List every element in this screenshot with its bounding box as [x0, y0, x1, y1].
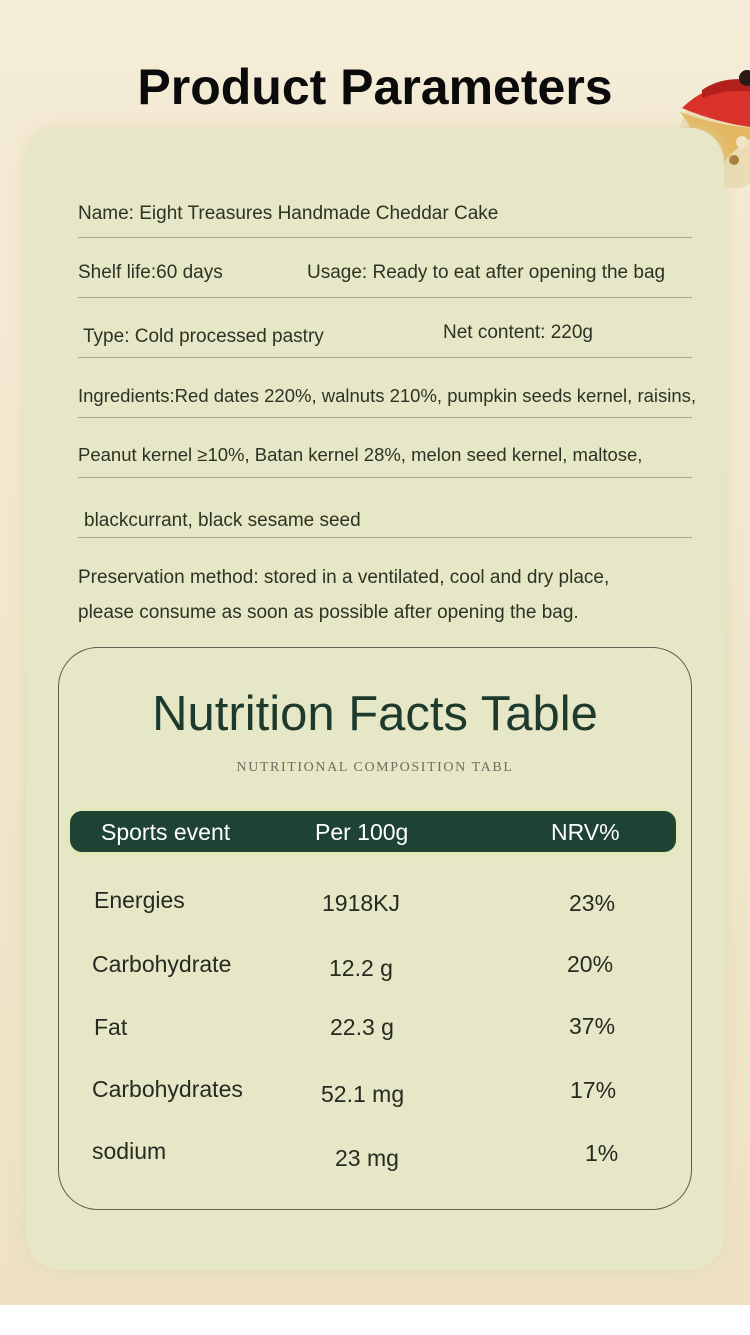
row-item: Fat [94, 1014, 128, 1040]
param-ingredients-line-1: Ingredients:Red dates 220%, walnuts 210%, pumpkin seeds kernel, raisins, [78, 385, 697, 406]
divider [78, 297, 692, 298]
param-usage: Usage: Ready to eat after opening the bag [307, 262, 666, 283]
divider [78, 537, 692, 538]
row-nrv: 37% [569, 1013, 616, 1039]
row-nrv: 17% [570, 1077, 617, 1103]
row-nrv: 23% [569, 890, 616, 916]
header-item: Sports event [101, 819, 231, 845]
param-type: Type: Cold processed pastry [83, 326, 324, 347]
param-name: Name: Eight Treasures Handmade Cheddar Cake [78, 203, 499, 224]
bottom-strip [0, 1305, 750, 1335]
param-net-content: Net content: 220g [443, 322, 593, 343]
nutrition-title: Nutrition Facts Table [152, 687, 598, 741]
row-per100g: 22.3 g [330, 1014, 394, 1040]
param-ingredients-line-2: Peanut kernel ≥10%, Batan kernel 28%, melon seed kernel, maltose, [78, 444, 643, 465]
divider [78, 357, 692, 358]
page-title: Product Parameters [137, 59, 613, 115]
row-item: sodium [92, 1138, 167, 1164]
param-ingredients-line-3: blackcurrant, black sesame seed [84, 510, 361, 531]
row-item: Carbohydrate [92, 951, 232, 977]
divider [78, 237, 692, 238]
header-per-100g: Per 100g [315, 819, 409, 845]
row-per100g: 23 mg [335, 1145, 399, 1171]
row-item: Energies [94, 887, 185, 913]
row-nrv: 20% [567, 951, 614, 977]
row-per100g: 12.2 g [329, 955, 393, 981]
row-item: Carbohydrates [92, 1076, 243, 1102]
param-preservation-line-1: Preservation method: stored in a ventilated, cool and dry place, [78, 567, 610, 588]
divider [78, 477, 692, 478]
param-preservation-line-2: please consume as soon as possible after opening the bag. [78, 602, 579, 623]
row-nrv: 1% [585, 1140, 619, 1166]
param-shelf-life: Shelf life:60 days [78, 262, 223, 283]
header-nrv: NRV% [551, 819, 620, 845]
row-per100g: 1918KJ [322, 890, 401, 916]
nutrition-subtitle: NUTRITIONAL COMPOSITION TABL [236, 760, 514, 775]
row-per100g: 52.1 mg [321, 1081, 405, 1107]
divider [78, 417, 692, 418]
